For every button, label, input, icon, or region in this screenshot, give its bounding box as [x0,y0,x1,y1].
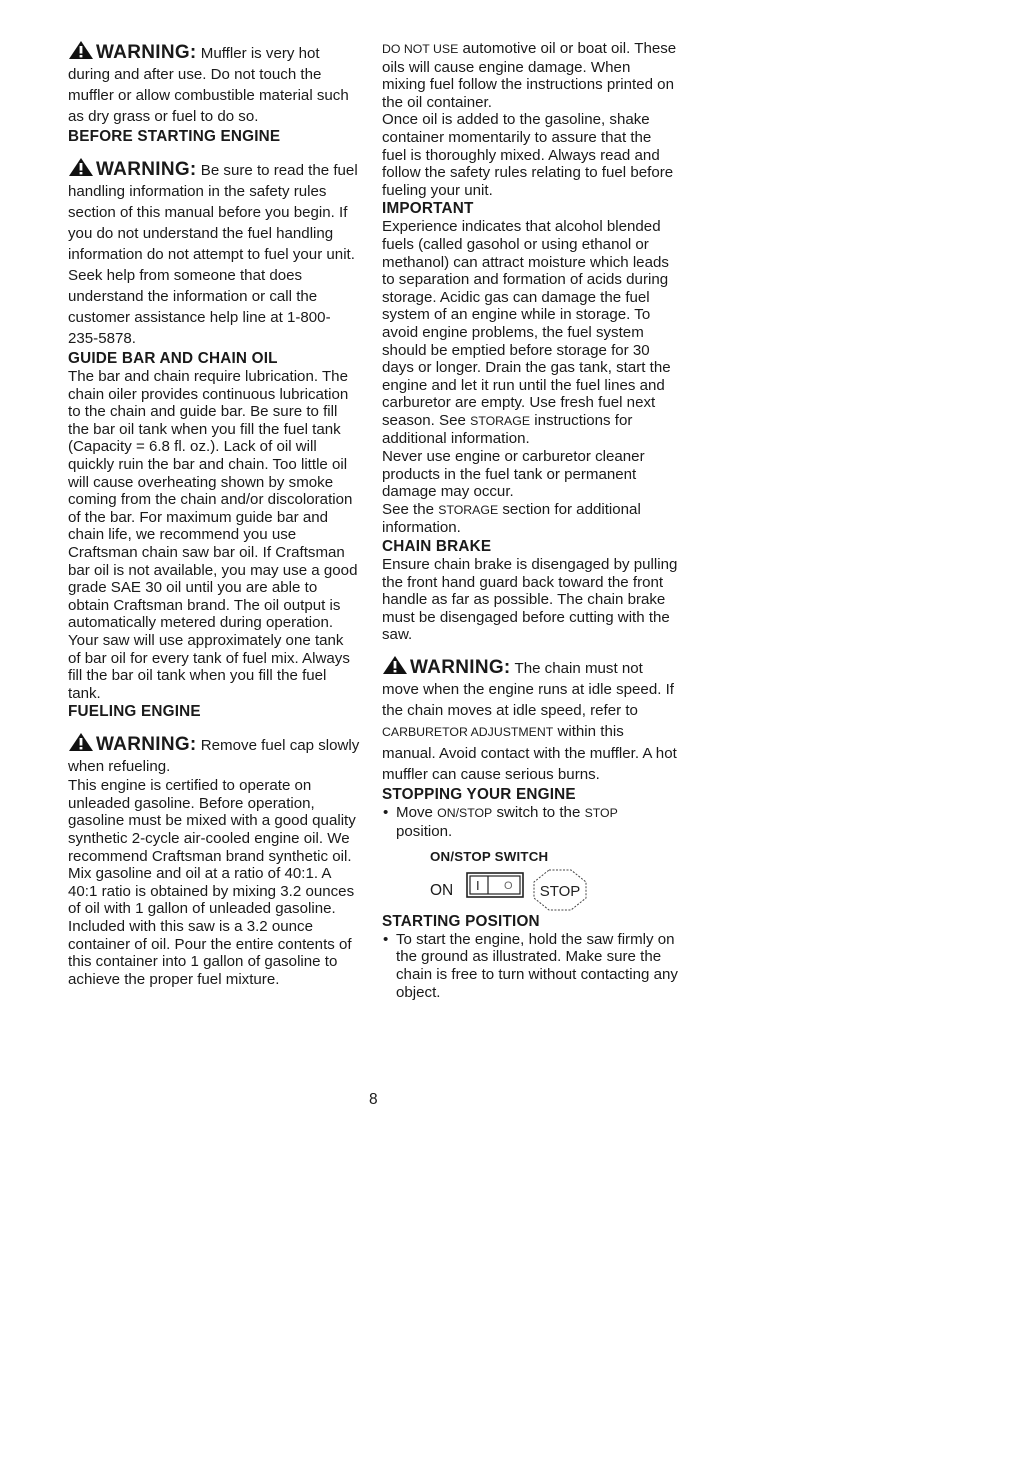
switch-i-mark: I [476,877,480,893]
onstop-smallcaps: ON/STOP [437,806,493,820]
stop-octagon-icon [532,868,588,912]
warning-triangle-icon [382,655,408,675]
rocker-switch-icon [466,872,524,898]
warning-triangle-icon [68,157,94,177]
storage-smallcaps: STORAGE [470,413,531,428]
chain-warning [382,655,678,785]
important-heading: IMPORTANT [382,200,474,218]
stop-smallcaps: STOP [584,806,618,820]
chain-brake-text: Ensure chain brake is disengaged by pulling the front hand guard back toward the front handle as far as possible. The chain brake must be disengaged before cutting with the saw. [382,556,678,644]
never-use-text: Never use engine or carburetor cleaner products in the fuel tank or permanent damage may occur. [382,448,645,501]
guide-bar-heading: GUIDE BAR AND CHAIN OIL [68,350,278,367]
chain-brake-heading: CHAIN BRAKE [382,538,492,556]
left-column [68,40,360,988]
do-not-use-smallcaps: DO NOT USE [382,42,459,56]
stopping-position: position. [396,822,453,840]
see-storage-paragraph [382,501,678,537]
bullet-dot: • [383,930,389,948]
starting-bullet [382,931,678,1001]
muffler-warning-text: Muffler is very hot during and after use. Do not touch the muffler or allow combustible material such as dry grass or fuel to do so. [68,45,349,125]
switch-caption: ON/STOP SWITCH [430,849,549,865]
warning-label: WARNING: [96,734,197,756]
before-starting-heading: BEFORE STARTING ENGINE [68,128,281,145]
see-the-text: See the [382,500,435,518]
fueling-heading: FUELING ENGINE [68,703,201,721]
starting-text: To start the engine, hold the saw firmly on the ground as illustrated. Make sure the chain is free to turn without contacting any object. [396,930,678,1001]
do-not-use-text: automotive oil or boat oil. These oils will cause engine damage. When mixing fuel follow the instructions printed on the oil container. [382,40,677,111]
starting-heading: STARTING POSITION [382,912,540,930]
warning-triangle-icon [68,732,94,752]
carb-adjust-smallcaps: CARBURETOR ADJUSTMENT [382,725,554,739]
before-starting-warning [68,157,360,349]
stopping-heading: STOPPING YOUR ENGINE [382,786,576,803]
stopping-switch-to: switch to the [496,804,581,821]
storage-smallcaps-2: STORAGE [438,502,499,517]
switch-stop-label: STOP [539,882,581,900]
warning-label: WARNING: [96,159,197,180]
warning-triangle-icon [68,40,94,60]
chain-warning-text-a: The chain must not move when the engine runs at idle speed. If the chain moves at idle speed, refer to [382,660,674,719]
important-text-b: instructions for additional information. [382,411,633,448]
important-paragraph [382,218,678,448]
stopping-move: Move [396,804,433,821]
stopping-bullet [382,804,678,840]
right-column [382,40,678,1001]
do-not-use-paragraph [382,40,678,111]
guide-bar-text: The bar and chain require lubrication. The chain oiler provides continuous lubrication to the chain and guide bar. Be sure to fill the bar oil tank when you fill the fuel tank (Capacity = 6.8 fl. oz.). Lack of oil will quickly ruin the bar and chain. Too little oil will cause overheating shown by smoke coming from the chain and/or discoloration of the bar. For maximum guide bar and chain life, we recommend you use Craftsman chain saw bar oil. If Craftsman bar oil is not available, you may use a good grade SAE 30 oil until you are able to obtain Craftsman brand. The oil output is automatically metered during operation. Your saw will use approximately one tank of bar oil for every tank of fuel mix. Always fill the bar oil tank when you fill the fuel tank. [68,368,358,702]
onstop-switch-diagram [382,868,678,912]
bullet-dot: • [383,804,389,821]
page-number: 8 [369,1091,378,1108]
fueling-warning-text: Remove fuel cap slowly when refueling. [68,737,360,776]
warning-label: WARNING: [410,657,511,678]
fueling-text: This engine is certified to operate on unleaded gasoline. Before operation, gasoline must be mixed with a good quality synthetic 2-cycle air-cooled engine oil. We recommend Craftsman brand synthetic oil. Mix gasoline and oil at a ratio of 40:1. A 40:1 ratio is obtained by mixing 3.2 ounces of oil with 1 gallon of unleaded gasoline. Included with this saw is a 3.2 ounce container of oil. Pour the entire contents of this container into 1 gallon of gasoline to achieve the proper fuel mixture. [68,777,356,988]
switch-o-mark: O [504,879,513,892]
warning-label: WARNING: [96,42,197,63]
switch-on-label: ON [430,881,454,899]
important-text-a: Experience indicates that alcohol blended fuels (called gasohol or using ethanol or methanol) can attract moisture which leads to separation and formation of acids during storage. Acidic gas can damage the fuel system of an engine while in storage. To avoid engine problems, the fuel system should be emptied before storage for 30 days or longer. Drain the gas tank, start the engine and let it run until the fuel lines and carburetor are empty. Use fresh fuel next season. See [382,218,671,429]
before-starting-warning-text: Be sure to read the fuel handling information in the safety rules section of this manual before you begin. If you do not understand the fuel handling information do not attempt to fuel your unit. Seek help from someone that does understand the information or call the customer assistance help line at 1-800-235-5878. [68,162,358,347]
fueling-warning [68,732,360,777]
chain-warning-text-b: within this manual. Avoid contact with the muffler. A hot muffler can cause serious burns. [382,723,677,783]
see-storage-text: section for additional information. [382,500,641,537]
once-oil-text: Once oil is added to the gasoline, shake container momentarily to assure that the fuel is thoroughly mixed. Always read and follow the safety rules relating to fuel before fueling your unit. [382,111,674,199]
muffler-warning [68,40,360,127]
